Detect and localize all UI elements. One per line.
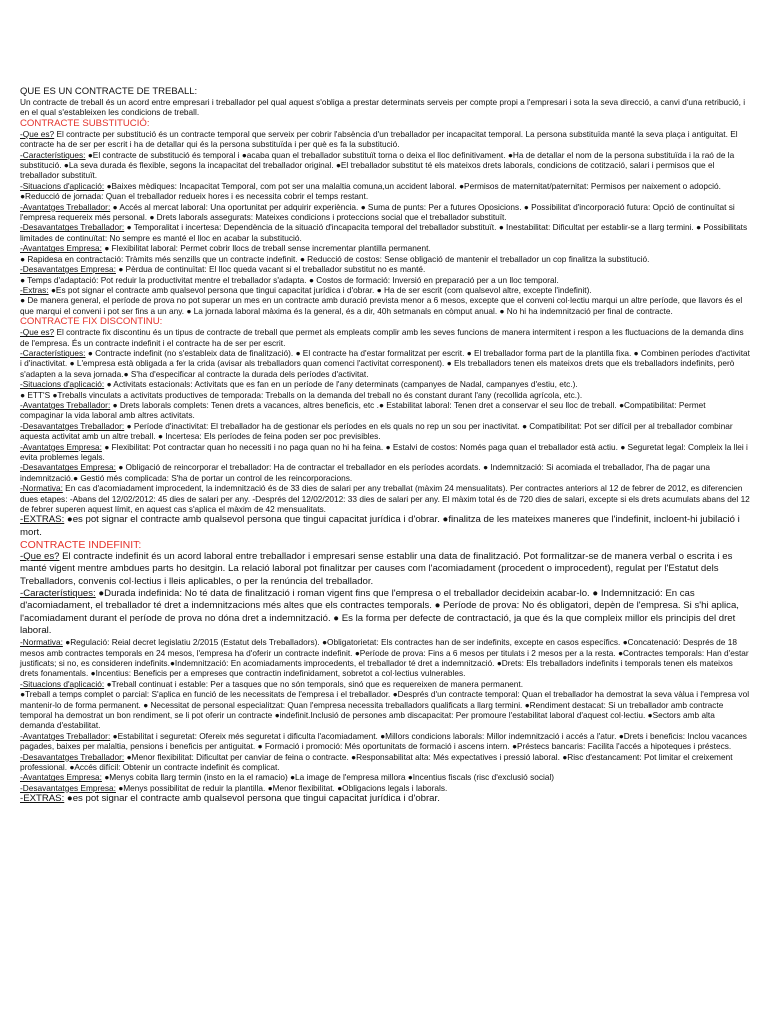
paragraph [20,783,750,793]
paragraph [20,637,750,679]
paragraph-text: ●es pot signar el contracte amb qualsevol persona que tingui capacitat jurídica i d'obrar. ●finalitza de les mateixes maneres que l'indefinit, incloent-hi jubilació i mort. [20,514,740,538]
paragraph [20,243,750,253]
section-body-fix-discontinu [20,327,750,539]
paragraph-label: -Avantatges Treballador: [20,201,111,212]
paragraph [20,285,750,295]
paragraph [20,442,750,463]
paragraph-label: -Desavantatges Empresa: [20,462,116,473]
paragraph-text: ● Període d'inactivitat: El treballador ha de gestionar els períodes en els quals no rep un sou per inactivitat. ● Compatibilitat: Pot ser difícil per al treballador combinar aquesta activitat amb un altre treball. ● Incertesa: Els períodes de feina poden ser poc previsibles. [20,420,733,442]
paragraph-label: -Característiques: [20,587,96,599]
paragraph-text: ●Menor flexibilitat: Dificultat per canviar de feina o contracte. ●Responsabilitat alta: Més expectatives i pressió laboral. ●Risc d'estancament: Pot limitar el creixement professional. ●Accés difícil: Obtenir un contracte indefinit és complicat. [20,751,733,772]
paragraph [20,462,750,483]
paragraph-label: -Normativa: [20,637,63,648]
paragraph-text: ● Flexibilitat: Pot contractar quan ho necessiti i no paga quan no hi ha feina. ● Estalvi de costos: Només paga quan el treballador està actiu. ● Seguretat legal: Compleix la llei i evita problemes legals. [20,441,748,462]
paragraph-text: El contracte fix discontinu és un tipus de contracte de treball que permet als empleats complir amb les seves funcions de manera intermitent i respon a les fluctuacions de la demanda dins de l'empresa. És un contracte indefinit i el contracte ha de ser per escrit. [20,327,744,348]
paragraph-text: ●Es pot signar el contracte amb qualsevol persona que tingui capacitat jurídica i d'obrar. ● Ha de ser escrit (com qualsevol altre, excepte l'indefinit). [48,284,592,295]
paragraph [20,483,750,514]
section-heading-indefinit: CONTRACTE INDEFINIT: [20,539,142,552]
paragraph-label: -Avantatges Empresa: [20,772,102,783]
paragraph [20,202,750,223]
paragraph [20,514,750,539]
section-body-indefinit [20,551,750,805]
paragraph [20,129,750,150]
paragraph-text: ● Temps d'adaptació: Pot reduir la productivitat mentre el treballador s'adapta. ● Costos de formació: Inversió en preparació per a un lloc temporal. [20,274,559,285]
paragraph-label: -Avantatges Treballador: [20,730,111,741]
paragraph [20,295,750,316]
paragraph [20,222,750,243]
paragraph [20,390,750,400]
paragraph-text: ●Treball a temps complet o parcial: S'aplica en funció de les necessitats de l'empresa i el treballador. ●Després d'un contracte temporal: Quan el treballador ha demostrat la seva vàlua i l'empresa vol mantenir-lo de forma permanent. ● Necessitat de personal especialitzat: Quan l'empresa necessita treballadors qualificats a llarg termini. ●Rendiment destacat: Si un treballador amb contracte temporal ha demostrat un bon rendiment, se li pot oferir un contracte ●indefinit.Inclusió de persones amb discapacitat: Per promoure l'estabilitat laboral d'aquest col·lectiu. ●Sectors amb alta demanda d'estabilitat. [20,689,750,731]
paragraph [20,181,750,202]
paragraph-label: -Situacions d'aplicació: [20,379,105,390]
paragraph-label: -Avantatges Empresa: [20,441,102,452]
paragraph-label: -Característiques: [20,149,86,160]
paragraph-label: -Que es? [20,551,60,563]
paragraph [20,679,750,689]
paragraph-text: ● Activitats estacionals: Activitats que es fan en un període de l'any determinats (campanyes de Nadal, campanyes d'estiu, etc.). [104,379,578,390]
paragraph-label: -Extras: [20,284,49,295]
paragraph-text: ● Pèrdua de continuïtat: El lloc queda vacant si el treballador substitut no es manté. [115,264,426,275]
paragraph-text: ●Estabilitat i seguretat: Ofereix més seguretat i dificulta l'acomiadament. ●Millors condicions laborals: Millor indemnització i accés a l'atur. ●Drets i beneficis: Inclou vacances pagades, baixes per malaltia, pensions i beneficis per antiguitat. ● Formació i promoció: Més oportunitats de formació i ascens intern. ●Préstecs bancaris: Facilita l'accés a hipoteques i préstecs. [20,730,747,752]
paragraph [20,264,750,274]
paragraph [20,689,750,731]
paragraph-label: -Desavantatges Empresa: [20,782,116,793]
paragraph [20,793,750,805]
paragraph-text: ● Flexibilitat laboral: Permet cobrir llocs de treball sense incrementar plantilla permanent. [101,243,431,254]
paragraph [20,379,750,389]
paragraph-text: ● De manera general, el període de prova no pot superar un mes en un contracte amb duració prevista menor a 6 mesos, excepte que el conveni col·lectiu marqui un altre període, que llavors és el que marqui el conveni i pot ser fins a un any. ● La jornada laboral màxima és la general, és a dir, 40h setmanals en còmput anual. ● No hi ha indemnització per final de contracte. [20,295,743,316]
paragraph [20,400,750,421]
section-heading-substitucio: CONTRACTE SUBSTITUCIÓ: [20,117,150,129]
section-body-substitucio [20,129,750,316]
paragraph [20,150,750,181]
paragraph-text: El contracte per substitució és un contracte temporal que serveix per cobrir l'absència d'un treballador per incapacitat temporal. La persona substituïda manté la seva plaça i antiguitat. El contracte ha de ser per escrit i ha de detallar qui és la persona substituïda i per què es fa la substitució. [20,128,738,150]
paragraph-label: -Situacions d'aplicació: [20,678,105,689]
paragraph [20,551,750,588]
paragraph-text: ●es pot signar el contracte amb qualsevol persona que tingui capacitat jurídica i d'obrar. [64,793,440,805]
paragraph [20,254,750,264]
paragraph-label: -Que es? [20,327,55,338]
paragraph-label: -Desavantatges Treballador: [20,751,125,762]
paragraph-label: -Avantatges Empresa: [20,243,102,254]
paragraph-text: ● Temporalitat i incertesa: Dependència de la situació d'incapacita temporal del treballador substituït. ● Inestabilitat: Dificultat per establir-se a llarg termini. ● Possibilitats limitades de continuïtat: No sempre es manté el lloc en acabar la substitució. [20,222,748,243]
paragraph-text: ● Contracte indefinit (no s'estableix data de finalització). ● El contracte ha d'estar formalitzat per escrit. ● El treballador forma part de la plantilla fixa. ● Combinen períodes d'activitat i d'inactivitat. ● L'empresa està obligada a fer la crida (avisar als treballadors quan comenci l'activitat corresponent). ● Els treballadors tenen els mateixos drets que els treballadors indefinits, però s'adapten a la seva jornada.● S'ha d'especificar al contracte la durada dels períodes d'activitat. [20,347,750,379]
paragraph-text: ●Treball continuat i estable: Per a tasques que no són temporals, sinó que es requereixen de manera permanent. [104,678,524,689]
paragraph-text: ●Baixes mèdiques: Incapacitat Temporal, com pot ser una malaltia comuna,un accident laboral. ●Permisos de maternitat/paternitat: Permisos per naixement o adopció. ●Reducció de jornada: Quan el treballador redueix hores i es necessita cobrir el temps restant. [20,180,721,202]
paragraph-text: ● Rapidesa en contractació: Tràmits més senzills que un contracte indefinit. ● Reducció de costos: Sense obligació de mantenir el treballador un cop finalitza la substitució. [20,253,650,264]
paragraph [20,348,750,379]
paragraph [20,588,750,637]
paragraph-text: ● Drets laborals complets: Tenen drets a vacances, altres beneficis, etc .● Estabilitat laboral: Tenen dret a conservar el seu lloc de treball. ●Compatibilitat: Permet compaginar la vida laboral amb altres activitats. [20,399,706,421]
paragraph-label: -Avantatges Treballador: [20,399,111,410]
paragraph-label: -Situacions d'aplicació: [20,180,105,191]
paragraph [20,772,750,782]
paragraph-label: -Desavantatges Treballador: [20,222,125,233]
paragraph-text: ●El contracte de substitució és temporal i ●acaba quan el treballador substituït torna o deixa el lloc definitivament. ●Ha de detallar el nom de la persona substituïda i la raó de la substitució. ●La seva durada és flexible, segons la incapacitat del treballador original. ●El treballador substitut té els mateixos drets laborals, condicions de cotització, salari i permisos que el treballador substituït. [20,149,735,181]
paragraph-text: ●Menys possibilitat de reduir la plantilla. ●Menor flexibilitat. ●Obligacions legals i laborals. [115,782,448,793]
paragraph-label: -Que es? [20,128,55,139]
paragraph [20,275,750,285]
paragraph-text: En cas d'acomiadament improcedent, la indemnització és de 33 dies de salari per any treballat (màxim 24 mensualitats). Per contractes anteriors al 12 de febrer de 2012, es diferencien dues etapes: -Abans del 12/02/2012: 45 dies de salari per any. -Després del 12/02/2012: 33 dies de salari per any. El màxim total és de 720 dies de salari, excepte si els drets acumulats abans del 12 de febrer superen aquest límit, en aquest cas s'aplica el màxim de 42 mensualitats. [20,483,750,515]
paragraph [20,421,750,442]
paragraph [20,752,750,773]
paragraph-text: ● Obligació de reincorporar el treballador: Ha de contractar el treballador en els períodes acordats. ● Indemnització: Si acomiada el treballador, l'ha de pagar una indemnització.● Gestió més complicada: S'ha de portar un control de les reincorporacions. [20,462,711,483]
intro-paragraph: Un contracte de treball és un acord entre empresari i treballador pel qual aquest s'obliga a prestar determinats serveis per compte propi a l'empresari i sota la seva direcció, a canvi d'una retribució, i en el qual s'estableixen les condicions de treball. [20,97,746,118]
paragraph-label: -Desavantatges Empresa: [20,264,116,275]
paragraph-text: El contracte indefinit és un acord laboral entre treballador i empresari sense establir una data de finalització. Pot formalitzar-se de manera verbal o escrita i es manté vigent mentre ambdues parts ho desitgin. La relació laboral pot finalitzar per causes com l'acomiadament (procedent o improcedent), regulat per l'Estatut dels Treballadors, convenis col·lectius i lleis aplicables, o per la renúncia del treballador. [20,551,733,587]
paragraph-label: -EXTRAS: [20,793,65,805]
document-title: QUE ES UN CONTRACTE DE TREBALL: [20,86,198,97]
paragraph-text: ● Accés al mercat laboral: Una oportunitat per adquirir experiència. ● Suma de punts: Per a futures Oposicions. ● Possibilitat d'incorporació futura: Opció de continuïtat si l'empresa requereix més personal. ● Drets laborals assegurats: Mateixes condicions i proteccions social que el treballador substituït. [20,201,735,223]
paragraph-label: -EXTRAS: [20,514,65,526]
paragraph [20,327,750,348]
paragraph-text: ● ETT'S ●Treballs vinculats a activitats productives de temporada: Treballs on la demanda del treball no és constant durant l'any (recollida agrícola, etc.). [20,389,583,400]
paragraph-text: ●Menys cobita llarg termin (insto en la el ramacio) ●La image de l'empresa millora ●Incentius fiscals (risc d'exclusió social) [101,772,555,783]
paragraph-label: -Característiques: [20,347,86,358]
paragraph-label: -Desavantatges Treballador: [20,420,125,431]
section-heading-fix-discontinu: CONTRACTE FIX DISCONTINU: [20,316,163,328]
document [20,86,750,806]
paragraph-text: ●Durada indefinida: No té data de finalització i roman vigent fins que l'empresa o el treballador decideixin acabar-lo. ● Indemnització: En cas d'acomiadament, el treballador té dret a indemnitzacions més altes que els contractes temporals. ● Període de prova: No és obligatori, depèn de l'empresa. Si s'hi aplica, l'acomiadament durant el període de prova no dóna dret a indemnització. ● Es la forma per defecte de contractació, ja que és la que compleix millor els principis del dret laboral. [20,587,739,636]
paragraph-text: ●Regulació: Reial decret legislatiu 2/2015 (Estatut dels Treballadors). ●Obligatorietat: Els contractes han de ser indefinits, excepte en casos específics. ●Concatenació: Després de 18 mesos amb contractes temporals en 24 mesos, l'empresa ha d'oferir un contracte indefinit. ●Període de prova: Fins a 6 mesos per titulats i 2 mesos per a la resta. ●Contractes temporals: Han d'estar justificats; si no, es consideren indefinits.●Indemnització: En acomiadaments improcedents, el treballador té dret a indemnització. ●Drets: Els treballadors indefinits i temporals tenen els mateixos drets fonamentals. ●Incentius: Beneficis per a empreses que contractin indefinidament, sobretot a col·lectius vulnerables. [20,637,749,679]
paragraph-label: -Normativa: [20,483,63,494]
paragraph [20,731,750,752]
